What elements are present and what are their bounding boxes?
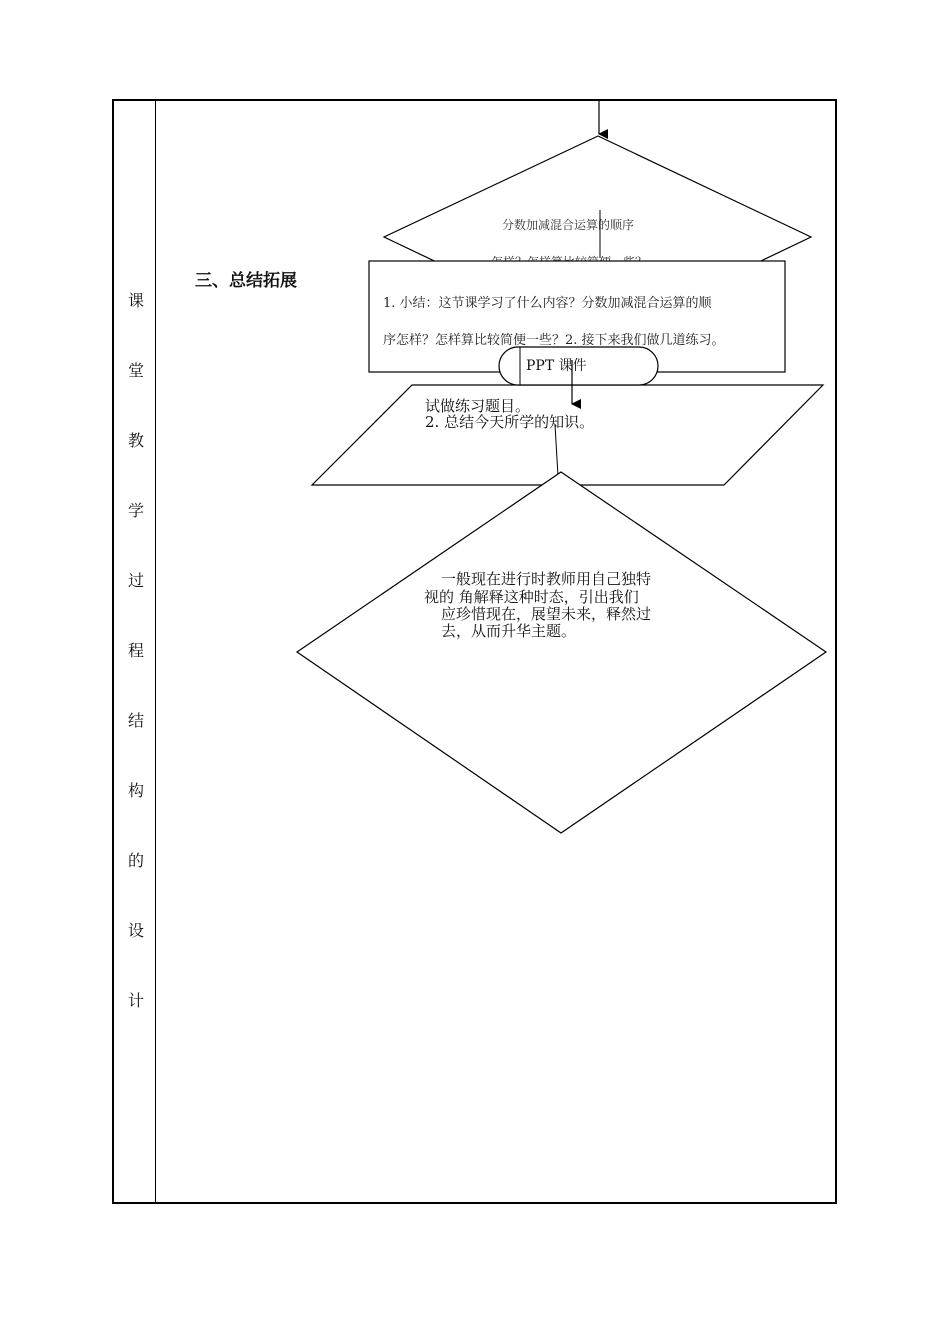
side-label-char: 程 <box>127 641 144 660</box>
side-label-char: 设 <box>127 921 144 940</box>
side-label-char: 学 <box>127 501 144 520</box>
bottom-diamond <box>297 472 826 833</box>
side-label-char: 堂 <box>127 361 144 380</box>
side-label-char: 构 <box>127 781 144 800</box>
side-label-char: 课 <box>127 291 144 310</box>
bottom-diamond-line3: 应珍惜现在，展望未来，释然过 <box>441 605 652 623</box>
summary-line2: 序怎样？怎样算比较简便一些？2. 接下来我们做几道练习。 <box>383 333 725 348</box>
bottom-diamond-line2: 视的 角解释这种时态，引出我们 <box>424 588 639 606</box>
side-label-char: 结 <box>127 711 144 730</box>
parallelogram-line1: 试做练习题目。 <box>425 397 531 415</box>
side-label-char: 的 <box>127 851 144 870</box>
top-diamond-line1: 分数加减混合运算的顺序 <box>502 218 635 232</box>
resource-pill-label: PPT 课件 <box>526 358 587 374</box>
side-label-char: 计 <box>127 991 144 1010</box>
bottom-diamond-line1: 一般现在进行时教师用自己独特 <box>441 570 652 588</box>
summary-line1: 1. 小结：这节课学习了什么内容？分数加减混合运算的顺 <box>383 296 712 311</box>
parallelogram <box>312 385 823 485</box>
bottom-diamond-line4: 去，从而升华主题。 <box>441 622 577 640</box>
parallelogram-line2: 2. 总结今天所学的知识。 <box>425 413 595 431</box>
side-label-char: 教 <box>127 431 144 450</box>
section-heading: 三、总结拓展 <box>195 271 297 291</box>
side-label-char: 过 <box>127 571 144 590</box>
